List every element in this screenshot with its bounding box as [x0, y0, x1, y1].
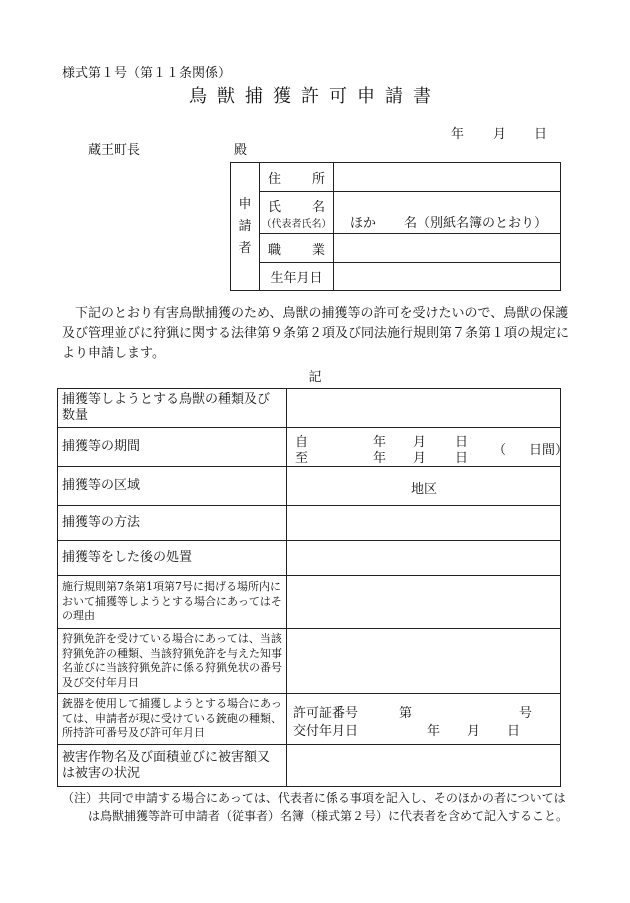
intro-text: 下記のとおり有害鳥獣捕獲のため、鳥獣の捕獲等の許可を受けたいので、鳥獣の保護及び管理並びに狩猟に関する法律第９条第２項及び同法施行規則第７条第１項の規定により申請します。	[62, 306, 570, 361]
permit-number-label: 許可証番号	[293, 706, 359, 721]
period-from-year: 年	[373, 435, 387, 450]
period-days-open: （	[493, 443, 507, 458]
name-field[interactable]	[334, 192, 561, 234]
name-label: 氏 名 （代表者氏名）	[260, 192, 334, 234]
issue-date-label: 交付年月日	[293, 724, 359, 739]
issue-date-month: 月	[467, 724, 481, 739]
disposal-field[interactable]	[287, 541, 561, 576]
addressee-honorific: 殿	[234, 143, 248, 158]
date-day: 日	[534, 127, 548, 142]
applicant-table	[230, 162, 561, 291]
area-value: 地区	[411, 482, 438, 497]
method-field[interactable]	[287, 506, 561, 541]
area-field[interactable]	[287, 467, 561, 506]
form-number: 様式第１号（第１１条関係）	[62, 66, 232, 81]
page-title: 鳥獣捕獲許可申請書	[189, 86, 441, 107]
damage-label: 被害作物名及び面積並びに被害額又は被害の状況	[58, 745, 287, 787]
period-days-close: 日間）	[529, 443, 569, 458]
period-field[interactable]	[287, 428, 569, 467]
address-field[interactable]	[334, 163, 561, 192]
period-from-month: 月	[413, 435, 427, 450]
hunting-license-label: 狩猟免許を受けている場合にあっては、当該狩猟免許の種類、当該狩猟免許を与えた知事名並びに当該狩猟免許に係る狩猟免状の番号及び交付年月日	[58, 629, 287, 694]
period-to-day: 日	[455, 451, 469, 466]
date-year: 年	[451, 127, 465, 142]
permit-go: 号	[519, 706, 533, 721]
species-field[interactable]	[287, 389, 561, 428]
issue-date-year: 年	[427, 724, 441, 739]
firearm-label: 銃器を使用して捕獲しようとする場合にあっては、申請者が現に受けている銃砲の種類、所持許可番号及び許可年月日	[58, 694, 287, 745]
period-to-year: 年	[373, 451, 387, 466]
disposal-label: 捕獲等をした後の処置	[58, 541, 287, 576]
permit-dai: 第	[399, 706, 413, 721]
rule-reason-field[interactable]	[287, 576, 561, 629]
name-value-prefix: ほか	[350, 216, 377, 231]
application-details-table	[57, 388, 569, 787]
birthdate-field[interactable]	[334, 263, 561, 291]
occupation-field[interactable]	[334, 234, 561, 263]
footnote-line-1: （注）共同で申請する場合にあっては、代表者に係る事項を記入し、そのほかの者については	[62, 791, 566, 805]
species-label: 捕獲等しようとする鳥獣の種類及び数量	[58, 389, 287, 428]
method-label: 捕獲等の方法	[58, 506, 287, 541]
rule-reason-label: 施行規則第7条第1項第7号に掲げる場所内において捕獲等しようとする場合にあってはその理由	[58, 576, 287, 629]
period-to-label: 至	[295, 451, 309, 466]
hunting-license-field[interactable]	[287, 629, 561, 694]
period-from-day: 日	[455, 435, 469, 450]
firearm-field[interactable]	[287, 694, 561, 745]
occupation-label: 職 業	[260, 234, 334, 263]
birthdate-label: 生年月日	[260, 263, 334, 291]
period-label: 捕獲等の期間	[58, 428, 287, 467]
address-label: 住 所	[260, 163, 334, 192]
period-from-label: 自	[295, 435, 309, 450]
issue-date-day: 日	[507, 724, 521, 739]
applicant-label: 申 請 者	[231, 163, 260, 291]
date-month: 月	[493, 127, 507, 142]
period-to-month: 月	[413, 451, 427, 466]
addressee-name: 蔵王町長	[88, 143, 141, 158]
damage-field[interactable]	[287, 745, 561, 787]
footnote-line-2: は鳥獣捕獲等許可申請者（従事者）名簿（様式第２号）に代表者を含めて記入すること。	[88, 809, 569, 823]
ki-heading: 記	[308, 370, 322, 385]
name-value-suffix: 名（別紙名簿のとおり）	[404, 216, 548, 231]
area-label: 捕獲等の区域	[58, 467, 287, 506]
name-sublabel: （代表者氏名）	[261, 218, 332, 230]
footnote	[62, 789, 568, 825]
